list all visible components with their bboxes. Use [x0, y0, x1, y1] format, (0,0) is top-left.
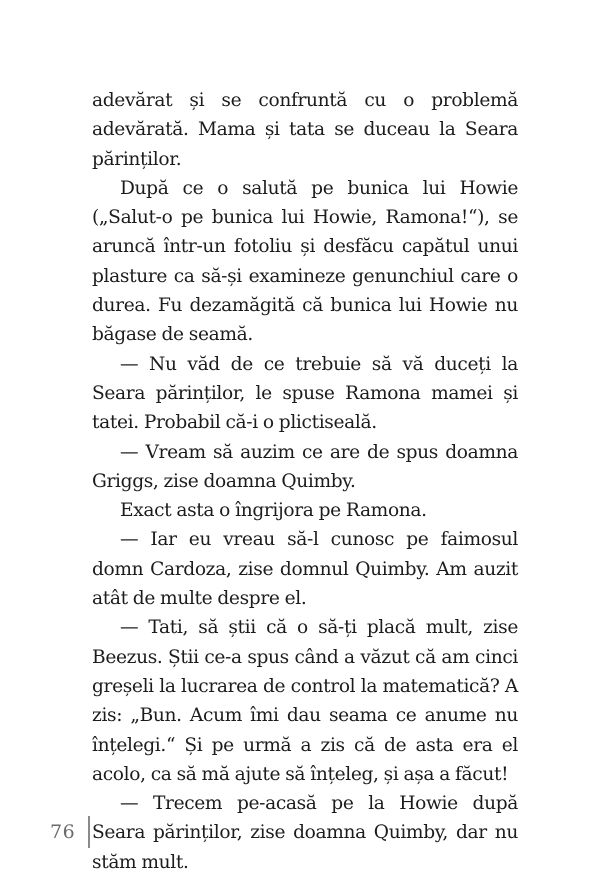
paragraph: — Iar eu vreau să-l cunosc pe faimosul domn Cardoza, zise domnul Quimby. Am auzit atât de multe despre el.: [92, 529, 518, 610]
paragraph: — Trecem pe-acasă pe la Howie după Seara părinților, zise doamna Quimby, dar nu stăm mult.: [92, 793, 518, 873]
paragraph: — Nu văd de ce trebuie să vă duceți la Seara părinților, le spuse Ramona mamei și tatei. Probabil că-i o plictiseală.: [92, 353, 518, 434]
paragraph: Exact asta o îngrijora pe Ramona.: [120, 500, 427, 522]
folio-divider: [88, 816, 90, 848]
paragraph: — Vream să auzim ce are de spus doamna Griggs, zise doamna Quimby.: [92, 441, 518, 492]
paragraph: — Tati, să știi că o să-ți placă mult, zise Beezus. Știi ce-a spus când a văzut că am cinci greșeli la lucrarea de control la matematică? A zis: „Bun. Acum îmi dau seama ce anume nu înțelegi.“ Și pe urmă a zis că de asta era el acolo, ca să mă ajute să înțeleg, și așa a făcut!: [92, 617, 518, 785]
paragraph: După ce o salută pe bunica lui Howie („Salut-o pe bunica lui Howie, Ramona!“), se aruncă într-un fotoliu și desfăcu capătul unui plasture ca să-și examineze genunchiul care o durea. Fu dezamăgită că bunica lui Howie nu băgase de seamă.: [92, 177, 518, 346]
paragraph: adevărat și se confruntă cu o problemă adevărată. Mama și tata se duceau la Seara părinților.: [92, 90, 518, 170]
body-text: [92, 86, 518, 877]
page-folio: [50, 816, 90, 848]
page-number: 76: [50, 821, 76, 843]
